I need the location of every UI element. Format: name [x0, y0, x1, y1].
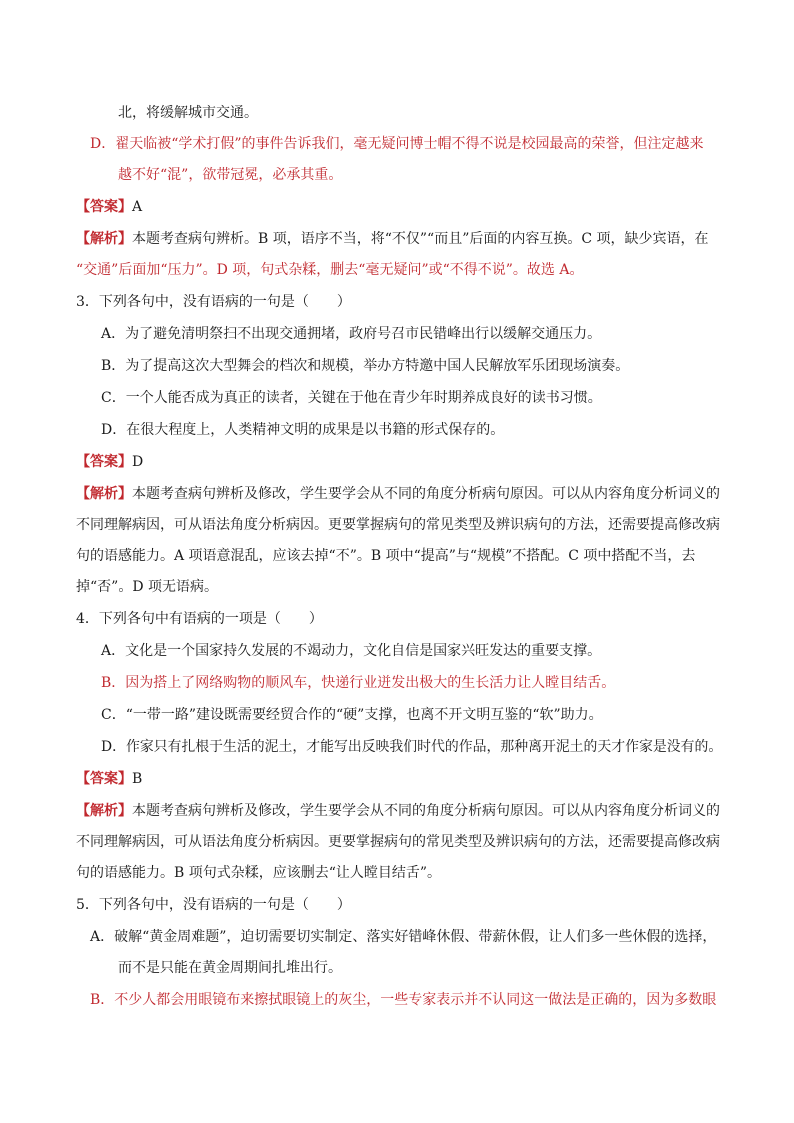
- question-4-stem: 4．下列各句中有语病的一项是（ ）: [76, 611, 323, 627]
- analysis-text-line2: “交通”后面加“压力”。D 项，句式杂糅，删去“毫无疑问”或“不得不说”。故选 A。: [76, 262, 584, 278]
- question-5-option-b-line1: B．不少人都会用眼镜布来擦拭眼镜上的灰尘，一些专家表示并不认同这一做法是正确的，因为多数眼: [90, 992, 717, 1008]
- question-5-stem: 5．下列各句中，没有语病的一句是（ ）: [76, 897, 351, 913]
- analysis-row-3: [76, 484, 720, 504]
- question-4-option-c: C．“一带一路”建设既需要经贸合作的“硬”支撑，也离不开文明互鉴的“软”助力。: [101, 707, 603, 723]
- option-d-line1: D．翟天临被“学术打假”的事件告诉我们，毫无疑问博士帽不得不说是校园最高的荣誉，但注定越来: [90, 136, 704, 152]
- question-5-option-a-line1: A．破解“黄金周难题”，迫切需要切实制定、落实好错峰休假、带薪休假，让人们多一些休假的选择，: [90, 929, 717, 945]
- analysis-row-2: [76, 229, 709, 249]
- question-4-option-d: D．作家只有扎根于生活的泥土，才能写出反映我们时代的作品，那种离开泥土的天才作家是没有的。: [101, 739, 723, 755]
- answer-row-2: [76, 197, 142, 217]
- answer-value: D: [132, 454, 144, 470]
- analysis-text-line2: 不同理解病因，可从语法角度分析病因。更要掌握病句的常见类型及辨识病句的方法，还需要提高修改病: [76, 517, 720, 533]
- analysis-text-line1: 本题考查病句辨析及修改，学生要学会从不同的角度分析病句原因。可以从内容角度分析词义的: [132, 486, 720, 502]
- question-3-option-d: D．在很大程度上，人类精神文明的成果是以书籍的形式保存的。: [101, 422, 505, 438]
- analysis-text-line3: 句的语感能力。A 项语意混乱，应该去掉“不”。B 项中“提高”与“规模”不搭配。C 项中搭配不当，去: [76, 548, 696, 564]
- answer-value: B: [132, 771, 143, 787]
- analysis-text-line1: 本题考查病句辨析及修改，学生要学会从不同的角度分析病句原因。可以从内容角度分析词义的: [132, 803, 720, 819]
- analysis-label: 【解析】: [76, 803, 132, 819]
- answer-row-3: [76, 452, 143, 472]
- analysis-text-line4: 掉“否”。D 项无语病。: [76, 579, 218, 595]
- question-3-option-c: C．一个人能否成为真正的读者，关键在于他在青少年时期养成良好的读书习惯。: [101, 390, 602, 406]
- option-d-line2: 越不好“混”，欲带冠冕，必承其重。: [118, 167, 343, 183]
- analysis-text-line2: 不同理解病因，可从语法角度分析病因。更要掌握病句的常见类型及辨识病句的方法，还需要提高修改病: [76, 834, 720, 850]
- answer-label: 【答案】: [76, 771, 132, 787]
- question-3-stem: 3．下列各句中，没有语病的一句是（ ）: [76, 294, 351, 310]
- analysis-text-line1: 本题考查病句辨析。B 项，语序不当，将“不仅”“而且”后面的内容互换。C 项，缺少宾语，在: [132, 231, 709, 247]
- answer-label: 【答案】: [76, 454, 132, 470]
- analysis-row-4: [76, 801, 720, 821]
- question-3-option-b: B．为了提高这次大型舞会的档次和规模，举办方特邀中国人民解放军乐团现场演奏。: [101, 358, 630, 374]
- question-5-option-a-line2: 而不是只能在黄金周期间扎堆出行。: [118, 960, 342, 976]
- question-4-option-b: B．因为搭上了网络购物的顺风车，快递行业迸发出极大的生长活力让人瞠目结舌。: [101, 675, 616, 691]
- question-4-option-a: A．文化是一个国家持久发展的不竭动力，文化自信是国家兴旺发达的重要支撑。: [101, 643, 602, 659]
- analysis-text-line3: 句的语感能力。B 项句式杂糅，应该删去“让人瞠目结舌”。: [76, 865, 442, 881]
- answer-label: 【答案】: [76, 199, 132, 215]
- answer-row-4: [76, 769, 142, 789]
- answer-value: A: [132, 199, 143, 215]
- option-c-continuation: 北，将缓解城市交通。: [118, 105, 258, 121]
- analysis-label: 【解析】: [76, 486, 132, 502]
- question-3-option-a: A．为了避免清明祭扫不出现交通拥堵，政府号召市民错峰出行以缓解交通压力。: [101, 326, 602, 342]
- analysis-label: 【解析】: [76, 231, 132, 247]
